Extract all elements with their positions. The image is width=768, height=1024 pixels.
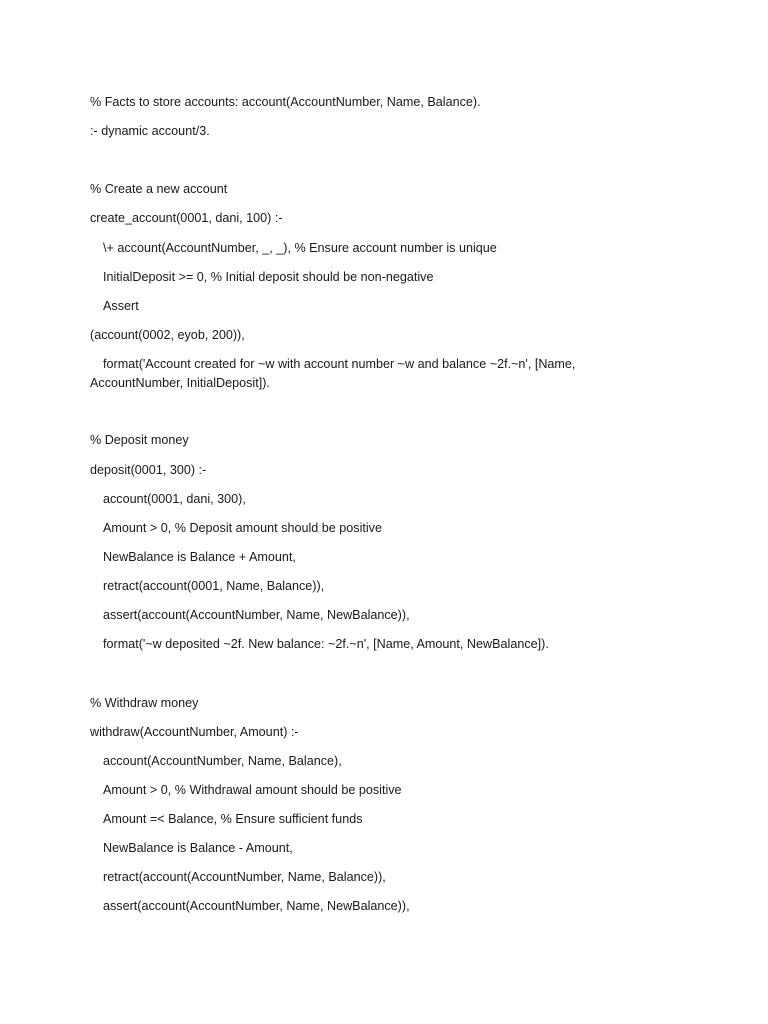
- code-line: Amount > 0, % Deposit amount should be positive: [103, 521, 382, 535]
- code-line: deposit(0001, 300) :-: [90, 463, 207, 477]
- code-line: NewBalance is Balance - Amount,: [103, 841, 293, 855]
- code-line: retract(account(0001, Name, Balance)),: [103, 579, 325, 593]
- code-line: assert(account(AccountNumber, Name, NewBalance)),: [103, 899, 410, 913]
- code-line: \+ account(AccountNumber, _, _), % Ensure account number is unique: [103, 241, 497, 255]
- code-line: withdraw(AccountNumber, Amount) :-: [90, 725, 299, 739]
- comment-line: % Facts to store accounts: account(AccountNumber, Name, Balance).: [90, 95, 481, 109]
- code-line: format('~w deposited ~2f. New balance: ~2f.~n', [Name, Amount, NewBalance]).: [103, 637, 549, 651]
- code-line: NewBalance is Balance + Amount,: [103, 550, 296, 564]
- code-line: Amount > 0, % Withdrawal amount should be positive: [103, 783, 402, 797]
- code-line: format('Account created for ~w with account number ~w and balance ~2f.~n', [Name, AccountNumber, InitialDeposit]).: [90, 357, 576, 390]
- code-line: Assert: [103, 299, 139, 313]
- code-line: account(0001, dani, 300),: [103, 492, 246, 506]
- code-line: create_account(0001, dani, 100) :-: [90, 211, 283, 225]
- code-line: :- dynamic account/3.: [90, 124, 210, 138]
- code-line: (account(0002, eyob, 200)),: [90, 328, 245, 342]
- comment-line: % Deposit money: [90, 433, 189, 447]
- code-line: assert(account(AccountNumber, Name, NewBalance)),: [103, 608, 410, 622]
- code-line: account(AccountNumber, Name, Balance),: [103, 754, 342, 768]
- comment-line: % Create a new account: [90, 182, 228, 196]
- code-line: Amount =< Balance, % Ensure sufficient funds: [103, 812, 363, 826]
- comment-line: % Withdraw money: [90, 696, 199, 710]
- code-line: InitialDeposit >= 0, % Initial deposit should be non-negative: [103, 270, 434, 284]
- code-line: retract(account(AccountNumber, Name, Balance)),: [103, 870, 386, 884]
